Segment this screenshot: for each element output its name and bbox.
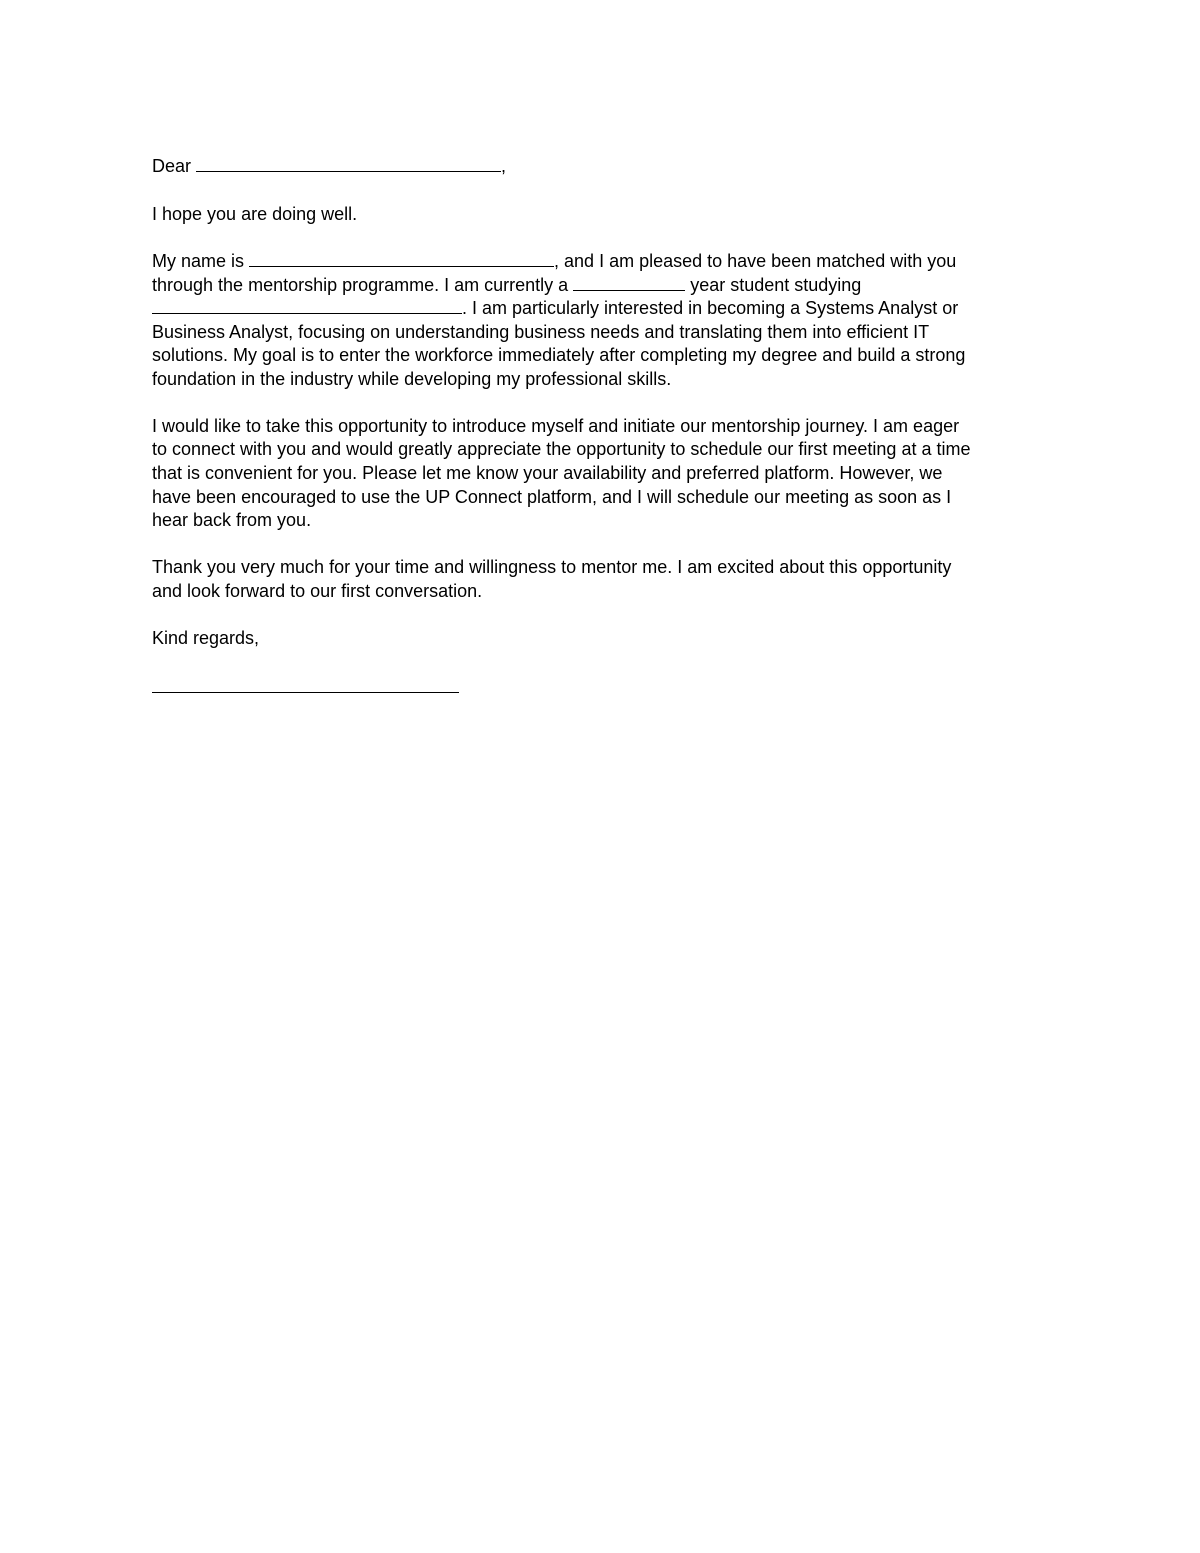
signature-line — [152, 692, 459, 693]
intro-line — [152, 273, 861, 297]
intro-text: year student studying — [685, 275, 862, 295]
salutation-suffix: , — [501, 156, 507, 176]
thanks-line: and look forward to our first conversation. — [152, 581, 483, 601]
intro-text: My name is — [152, 251, 250, 271]
degree-blank — [152, 296, 462, 314]
intro-line — [152, 296, 958, 320]
intro-text: through the mentorship programme. I am currently a — [152, 275, 574, 295]
intro-line: solutions. My goal is to enter the workforce immediately after completing my degree and build a strong — [152, 345, 966, 365]
intro-line: Business Analyst, focusing on understanding business needs and translating them into efficient IT — [152, 322, 930, 342]
salutation-prefix: Dear — [152, 156, 197, 176]
closing: Kind regards, — [152, 628, 260, 648]
request-line: that is convenient for you. Please let me know your availability and preferred platform. However, we — [152, 463, 943, 483]
intro-text: , and I am pleased to have been matched with you — [554, 251, 957, 271]
request-line: I would like to take this opportunity to introduce myself and initiate our mentorship journey. I am eager — [152, 416, 960, 436]
salutation-line — [152, 154, 506, 178]
intro-line — [152, 249, 956, 273]
intro-text: . I am particularly interested in becoming a Systems Analyst or — [462, 298, 959, 318]
request-line: to connect with you and would greatly appreciate the opportunity to schedule our first meeting at a time — [152, 439, 971, 459]
thanks-line: Thank you very much for your time and willingness to mentor me. I am excited about this opportunity — [152, 557, 952, 577]
study-year-blank — [573, 273, 685, 291]
recipient-name-blank — [196, 154, 501, 172]
intro-line: foundation in the industry while developing my professional skills. — [152, 369, 672, 389]
request-line: hear back from you. — [152, 510, 312, 530]
request-line: have been encouraged to use the UP Connect platform, and I will schedule our meeting as soon as I — [152, 487, 952, 507]
greeting: I hope you are doing well. — [152, 204, 358, 224]
student-name-blank — [249, 249, 554, 267]
